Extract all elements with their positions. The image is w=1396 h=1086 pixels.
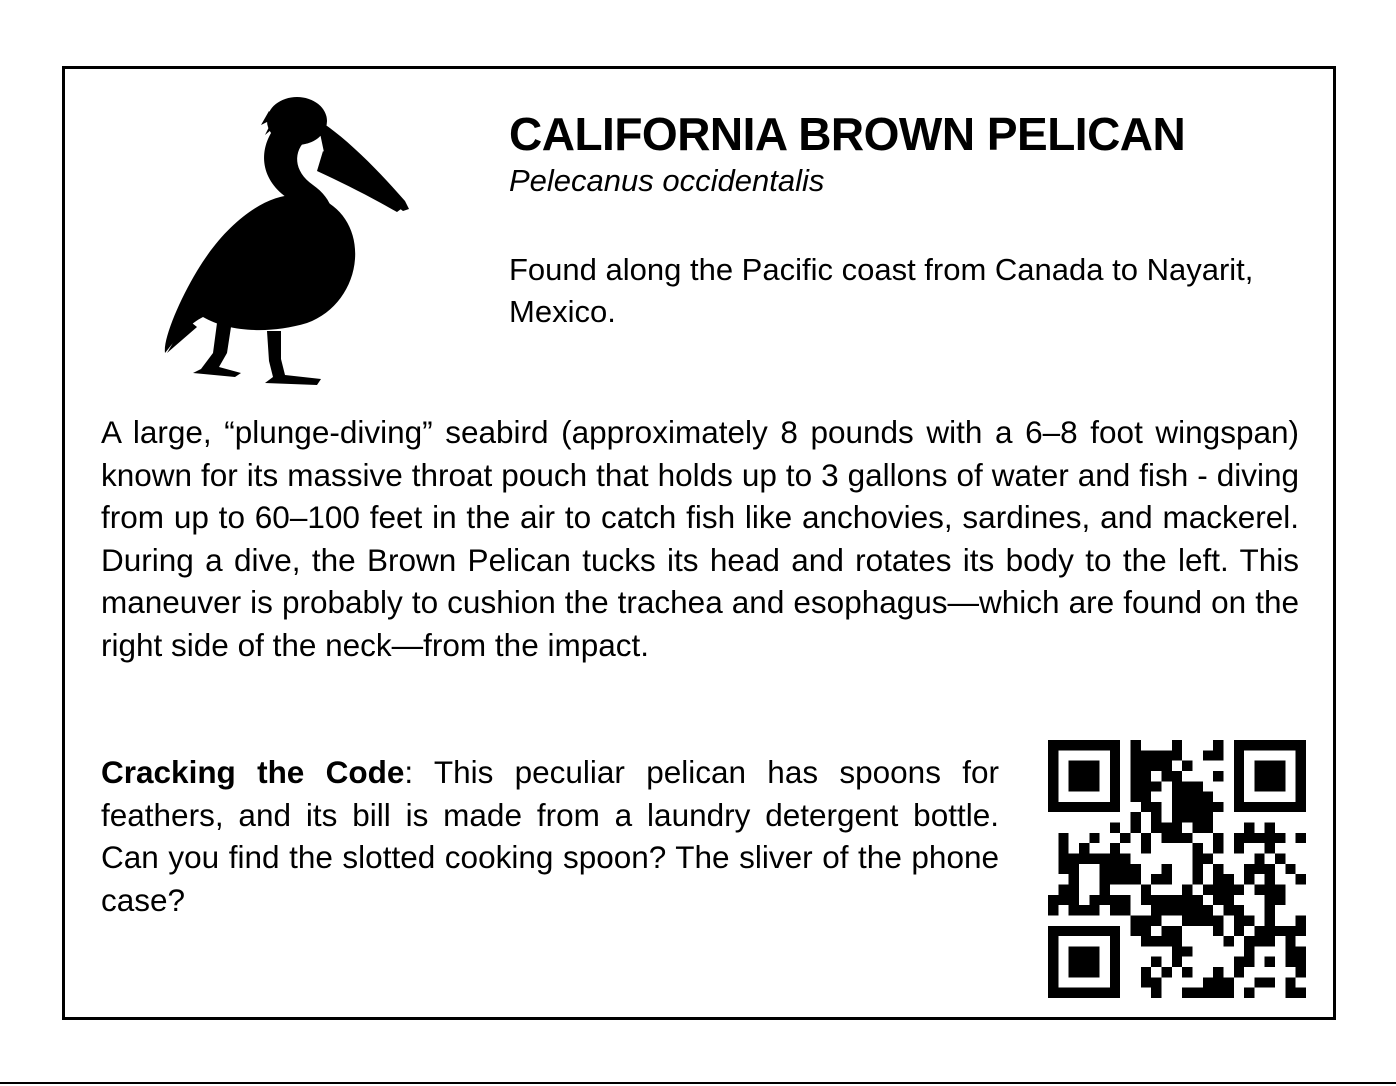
- code-heading: Cracking the Code: [101, 754, 405, 790]
- qr-code-icon[interactable]: [1048, 740, 1306, 998]
- range-text: Found along the Pacific coast from Canada to Nayarit, Mexico.: [509, 252, 1254, 329]
- cracking-the-code-paragraph: [101, 751, 999, 921]
- page-divider: [0, 1082, 1396, 1084]
- sign-card: [62, 66, 1336, 1020]
- pelican-silhouette-icon: [157, 91, 417, 391]
- sign-title: CALIFORNIA BROWN PELICAN: [509, 108, 1186, 160]
- code-text: : This peculiar pelican has spoons for feathers, and its bill is made from a laundry detergent bottle. Can you find the slotted cooking spoon? The sliver of the phone case?: [101, 754, 999, 918]
- scientific-name: Pelecanus occidentalis: [509, 163, 825, 198]
- description-paragraph: A large, “plunge-diving” seabird (approximately 8 pounds with a 6–8 foot wingspan) known for its massive throat pouch that holds up to 3 gallons of water and fish - diving from up to 60–100 feet in the air to catch fish like anchovies, sardines, and mackerel. During a dive, the Brown Pelican tucks its head and rotates its body to the left. This maneuver is probably to cushion the trachea and esophagus—which are found on the right side of the neck—from the impact.: [101, 414, 1299, 663]
